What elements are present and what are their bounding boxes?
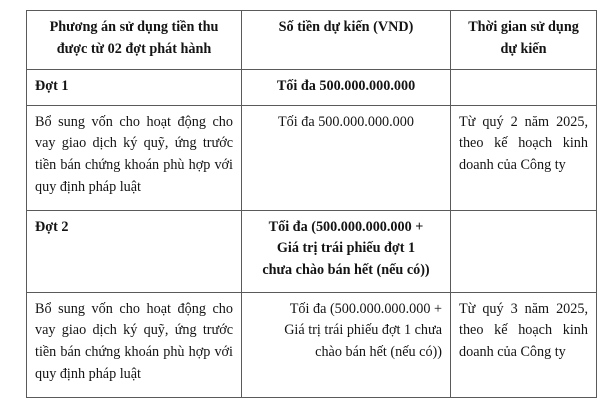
column-header-amount: Số tiền dự kiến (VND): [242, 11, 451, 70]
amount-line: Tối đa (500.000.000.000 +: [289, 300, 442, 317]
cell-amount-phase-1: Tối đa 500.000.000.000: [242, 69, 451, 105]
cell-timing-detail-2: Từ quý 3 năm 2025, theo kế hoạch kinh doanh của Công ty: [451, 292, 597, 397]
cell-plan-detail-2: Bổ sung vốn cho hoạt động cho vay giao dịch ký quỹ, ứng trước tiền bán chứng khoán phù hợp với quy định pháp luật: [27, 292, 242, 397]
amount-line: Giá trị trái phiếu đợt 1: [276, 240, 416, 257]
cell-amount-phase-2: [242, 210, 451, 292]
amount-line: chưa chào bán hết (nếu có)): [262, 262, 430, 279]
cell-timing-detail-1: Từ quý 2 năm 2025, theo kế hoạch kinh doanh của Công ty: [451, 105, 597, 210]
cell-amount-detail-1: Tối đa 500.000.000.000: [242, 105, 451, 210]
table-row: [27, 105, 597, 210]
cell-plan-phase-2: Đợt 2: [27, 210, 242, 292]
table-row: [27, 69, 597, 105]
amount-line: Tối đa (500.000.000.000 +: [268, 218, 424, 235]
column-header-timing: Thời gian sử dụng dự kiến: [451, 11, 597, 70]
cell-plan-detail-1: Bổ sung vốn cho hoạt động cho vay giao dịch ký quỹ, ứng trước tiền bán chứng khoán phù hợp với quy định pháp luật: [27, 105, 242, 210]
amount-line: chào bán hết (nếu có)): [315, 344, 442, 361]
cell-plan-phase-1: Đợt 1: [27, 69, 242, 105]
table-row: [27, 210, 597, 292]
amount-line: Giá trị trái phiếu đợt 1 chưa: [284, 322, 442, 339]
cell-amount-detail-2: [242, 292, 451, 397]
fund-use-plan-table: [26, 10, 597, 398]
table-header-row: [27, 11, 597, 70]
table-row: [27, 292, 597, 397]
cell-timing-phase-1: [451, 69, 597, 105]
column-header-plan: Phương án sử dụng tiền thu được từ 02 đợt phát hành: [27, 11, 242, 70]
cell-timing-phase-2: [451, 210, 597, 292]
